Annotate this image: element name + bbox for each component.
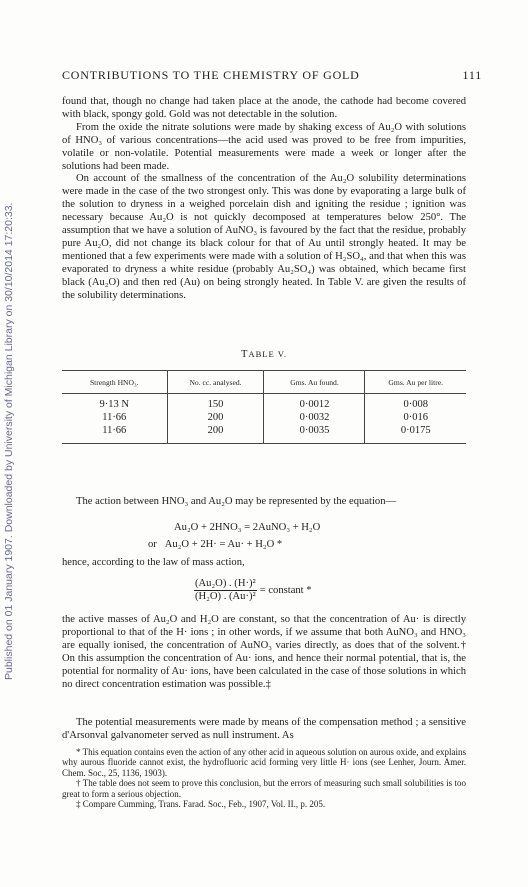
footnote-1: * This equation contains even the action of any other acid in aqueous solution on aurous oxide, and explains why aurous fluoride cannot exist, the hydrofluoric acid forming very little H· ions (see Lenher, Journ. Amer. Chem. Soc., 25, 1136, 1903). (62, 747, 466, 778)
table-cell: 0·0032 (299, 411, 330, 423)
mass-action-intro (62, 557, 466, 570)
fraction (194, 578, 257, 603)
equation-1: Au₂O + 2HNO₃ = 2AuNO₃ + H₂O (174, 522, 321, 533)
body-text-top (62, 96, 466, 303)
paragraph-1: found that, though no change had taken place at the anode, the cathode had become covered with black, spongy gold. Gold was not detectable in the solution. (62, 96, 466, 120)
table-header-row (62, 371, 466, 394)
column-header: Gms. Au per litre. (365, 371, 466, 394)
table-cell: 0·0012 (299, 399, 330, 410)
column-volume (167, 394, 264, 444)
paragraph-6: the active masses of Au₂O and H₂O are constant, so that the concentration of Au· is directly proportional to that of the H· ions ; in other words, if we assume that both AuNO₃ and HNO₃ are equally ionised, the concentration of AuNO₃ varies directly, as does that of the solvent.† On this assumption the concentration of Au· ions, and hence their normal potential, that is, the potential for normality of Au· ions, have been calculated in the case of those solutions in which no direct concentration estimation was possible.‡ (62, 614, 466, 690)
running-head (62, 68, 482, 83)
column-au-per-litre (365, 394, 466, 444)
paragraph-2: From the oxide the nitrate solutions were made by shaking excess of Au₂O with solutions of HNO₃ of various concentrations—the acid used was proved to be free from impurities, volatile or non-volatile. Potential measurements were made a week or longer after the solutions had been made. (62, 121, 466, 172)
paragraph-4: The action between HNO₃ and Au₂O may be represented by the equation— (76, 496, 397, 507)
equation-2-body: Au₂O + 2H· = Au· + H₂O * (164, 539, 283, 550)
equation-intro (62, 496, 466, 509)
table-cell: 200 (207, 411, 224, 423)
footnotes (62, 747, 466, 809)
table-cell: 11·66 (102, 411, 127, 423)
fraction-numerator: (Au₂O) . (H·)² (195, 578, 256, 589)
mass-action-equation (194, 578, 312, 603)
table-cell: 200 (207, 424, 224, 436)
download-notice: Published on 01 January 1907. Downloaded by University of Michigan Library on 30/10/2014 17:20:33. (3, 202, 15, 680)
table-cell: 0·0175 (400, 424, 431, 436)
page-number: 111 (462, 68, 482, 82)
table-cell: 150 (207, 399, 224, 410)
paragraph-3: On account of the smallness of the concentration of the Au₂O solubility determinations were made in the case of the two strongest only. This was done by evaporating a large bulk of the solution to dryness in a weighed porcelain dish and igniting the residue ; ignition was necessary because Au₂O is not quickly decomposed at temperatures below 250°. The assumption that we have a solution of AuNO₃ is favoured by the fact that the residue, probably pure Au₂O, did not change its black colour for that of Au until strongly heated. It may be mentioned that a few experiments were made with a solution of H₂SO₄, and that when this was evaporated to dryness a white residue (probably Au₂SO₄) was obtained, which became first black (Au₂O) and then red (Au) on being strongly heated. In Table V. are given the results of the solubility determinations. (62, 173, 466, 301)
table-cell: 0·008 (403, 399, 428, 410)
solubility-table (62, 370, 466, 444)
fraction-denominator: (H₂O) . (Au·)² (195, 591, 256, 602)
footnote-3: ‡ Compare Cumming, Trans. Farad. Soc., Feb., 1907, Vol. II., p. 205. (76, 799, 326, 810)
table-cell: 11·66 (102, 424, 127, 436)
paragraph-5: hence, according to the law of mass action, (62, 557, 245, 568)
equation-2-prefix: or (148, 539, 157, 550)
column-header: No. cc. analysed. (167, 371, 264, 394)
footnote-2: † The table does not seem to prove this conclusion, but the errors of measuring such small solubilities is too great to form a serious objection. (62, 778, 466, 799)
running-head-title: CONTRIBUTIONS TO THE CHEMISTRY OF GOLD (62, 68, 360, 82)
equation-2 (148, 539, 282, 550)
table-cell: 9·13 N (99, 399, 129, 410)
paragraph-7: The potential measurements were made by means of the compensation method ; a sensitive d'Arsonval galvanometer served as null instrument. As (62, 717, 466, 741)
table-title: TABLE V. (240, 349, 288, 360)
column-header: Gms. Au found. (264, 371, 365, 394)
body-text-potential (62, 717, 466, 743)
fraction-rhs: = constant * (259, 585, 312, 596)
table-body (62, 394, 466, 444)
column-au-found (264, 394, 365, 444)
table-cell: 0·0035 (299, 424, 330, 436)
column-header: Strength HNO₃. (62, 371, 167, 394)
column-strength (62, 394, 167, 444)
body-text-conclusion (62, 614, 466, 691)
table-cell: 0·016 (403, 411, 428, 423)
